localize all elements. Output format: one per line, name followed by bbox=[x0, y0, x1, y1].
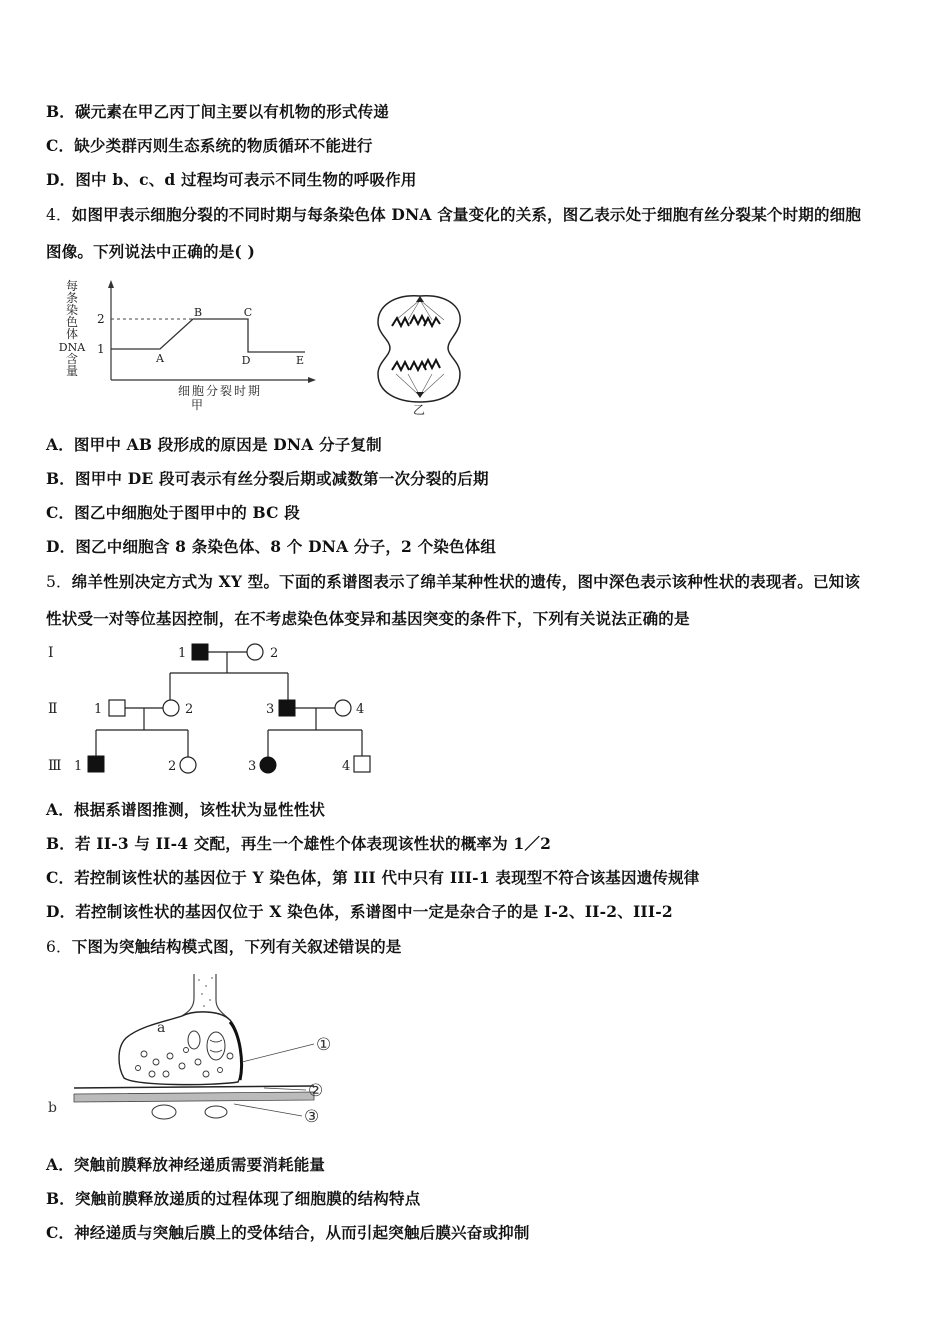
jia-point-d: D bbox=[241, 354, 251, 367]
q4-figure-yi bbox=[366, 290, 476, 420]
pedigree-I-1-affected-male bbox=[192, 644, 208, 660]
jia-ylabel bbox=[59, 278, 86, 378]
jia-ylabel-char: DNA bbox=[58, 341, 86, 354]
q4-option-c: C．图乙中细胞处于图甲中的 BC 段 bbox=[46, 503, 300, 522]
jia-xlabel: 细胞分裂时期 bbox=[177, 384, 263, 398]
jia-point-c: C bbox=[243, 306, 253, 319]
pedigree-II-4-female bbox=[335, 700, 351, 716]
jia-y-arrow bbox=[108, 280, 114, 288]
q4-option-a: A．图甲中 AB 段形成的原因是 DNA 分子复制 bbox=[46, 435, 382, 454]
pedigree-III-1-affected-male bbox=[88, 756, 104, 772]
jia-tick-1: 1 bbox=[97, 342, 105, 356]
jia-ylabel-char: 量 bbox=[65, 364, 79, 378]
jia-ylabel-char: 染 bbox=[65, 303, 79, 317]
jia-ylabel-char: 体 bbox=[65, 327, 79, 341]
pedigree-II-2-female bbox=[163, 700, 179, 716]
mitochondrion-icon bbox=[152, 1105, 176, 1119]
pedigree-label: 2 bbox=[185, 702, 194, 717]
q5-number: 5． bbox=[46, 573, 72, 591]
jia-caption: 甲 bbox=[190, 398, 204, 412]
synapse-callout-3: ③ bbox=[304, 1107, 320, 1127]
pedigree-II-3-affected-male bbox=[279, 700, 295, 716]
jia-ylabel-char: 条 bbox=[65, 291, 79, 305]
q3-option-d: D．图中 b、c、d 过程均可表示不同生物的呼吸作用 bbox=[46, 170, 417, 189]
pedigree-label: 4 bbox=[342, 759, 351, 774]
q6-number: 6． bbox=[46, 938, 72, 956]
q4-option-d: D．图乙中细胞含 8 条染色体、8 个 DNA 分子，2 个染色体组 bbox=[46, 537, 497, 556]
mitochondrion-icon bbox=[205, 1106, 227, 1118]
synapse-postsynaptic-membrane bbox=[74, 1086, 314, 1088]
q3-option-c: C．缺少类群丙则生态系统的物质循环不能进行 bbox=[46, 136, 373, 155]
jia-ylabel-char: 每 bbox=[65, 279, 79, 293]
q6-stem-text: 下图为突触结构模式图，下列有关叙述错误的是 bbox=[71, 937, 402, 956]
pedigree-II-1-male bbox=[109, 700, 125, 716]
yi-spindle bbox=[396, 300, 444, 396]
synapse-label-b: b bbox=[48, 1100, 57, 1116]
synapse-callout-1: ① bbox=[316, 1035, 332, 1055]
jia-tick-2: 2 bbox=[97, 312, 105, 326]
q6-option-c: C．神经递质与突触后膜上的受体结合，从而引起突触后膜兴奋或抑制 bbox=[46, 1223, 530, 1242]
jia-point-b: B bbox=[193, 306, 203, 319]
q4-stem-line1 bbox=[46, 205, 861, 225]
callout-leader bbox=[264, 1088, 306, 1090]
q6-option-a: A．突触前膜释放神经递质需要消耗能量 bbox=[46, 1155, 326, 1174]
q5-stem-line1 bbox=[46, 572, 860, 592]
yi-chromosomes bbox=[392, 316, 440, 370]
jia-curve bbox=[111, 319, 305, 352]
synapse-axon-texture bbox=[198, 977, 213, 1007]
pedigree-label: 1 bbox=[74, 759, 83, 774]
q5-pedigree bbox=[44, 638, 384, 780]
synapse-presynaptic-knob bbox=[119, 1012, 241, 1085]
synapse-postsynaptic-band bbox=[74, 1092, 314, 1102]
pedigree-III-3-affected-female bbox=[260, 757, 276, 773]
pedigree-III-2-female bbox=[180, 757, 196, 773]
yi-pole-top bbox=[416, 296, 424, 302]
jia-point-e: E bbox=[295, 354, 305, 367]
q4-stem-line2: 图像。下列说法中正确的是( ) bbox=[46, 242, 256, 261]
synapse-label-a: a bbox=[157, 1020, 166, 1036]
pedigree-I-2-female bbox=[247, 644, 263, 660]
q5-option-d: D．若控制该性状的基因仅位于 X 染色体，系谱图中一定是杂合子的是 I-2、II-2、III-2 bbox=[46, 902, 673, 921]
q6-stem-line bbox=[46, 937, 401, 957]
pedigree-label: 1 bbox=[94, 702, 103, 717]
yi-pole-bottom bbox=[416, 392, 424, 398]
q4-number: 4． bbox=[46, 206, 72, 224]
callout-leader bbox=[242, 1044, 314, 1062]
jia-ylabel-char: 色 bbox=[65, 315, 79, 329]
synapse-callout-2: ② bbox=[308, 1081, 324, 1101]
q4-stem-text: 如图甲表示细胞分裂的不同时期与每条染色体 DNA 含量变化的关系，图乙表示处于细胞有丝分裂某个时期的细胞 bbox=[71, 205, 862, 224]
q5-stem-text: 绵羊性别决定方式为 XY 型。下面的系谱图表示了绵羊某种性状的遗传，图中深色表示该种性状的表现者。已知该 bbox=[71, 572, 861, 591]
q4-option-b: B．图甲中 DE 段可表示有丝分裂后期或减数第一次分裂的后期 bbox=[46, 469, 489, 488]
q5-stem-line2: 性状受一对等位基因控制，在不考虑染色体变异和基因突变的条件下，下列有关说法正确的是 bbox=[46, 609, 690, 628]
q5-option-b: B．若 II-3 与 II-4 交配，再生一个雄性个体表现该性状的概率为 1／2 bbox=[46, 834, 552, 853]
pedigree-label: 2 bbox=[168, 759, 177, 774]
q5-option-a: A．根据系谱图推测，该性状为显性性状 bbox=[46, 800, 326, 819]
jia-x-arrow bbox=[308, 377, 316, 383]
pedigree-label: 2 bbox=[270, 646, 279, 661]
pedigree-III-4-male bbox=[354, 756, 370, 772]
q6-option-b: B．突触前膜释放递质的过程体现了细胞膜的结构特点 bbox=[46, 1189, 421, 1208]
pedigree-label: 3 bbox=[266, 702, 275, 717]
pedigree-label: 1 bbox=[178, 646, 187, 661]
pedigree-label: 3 bbox=[248, 759, 257, 774]
q5-option-c: C．若控制该性状的基因位于 Y 染色体，第 III 代中只有 III-1 表现型不符合该基因遗传规律 bbox=[46, 868, 700, 887]
q4-figure-jia bbox=[50, 276, 320, 416]
callout-leader bbox=[234, 1104, 302, 1116]
yi-cell-membrane bbox=[378, 296, 460, 402]
jia-ylabel-char: 含 bbox=[65, 352, 79, 366]
q6-synapse-figure bbox=[44, 970, 344, 1132]
yi-caption: 乙 bbox=[412, 403, 426, 417]
pedigree-lines bbox=[96, 652, 365, 757]
pedigree-gen-3: Ⅲ bbox=[48, 758, 62, 774]
jia-point-a: A bbox=[156, 352, 164, 365]
pedigree-gen-1: Ⅰ bbox=[48, 645, 54, 661]
pedigree-gen-2: Ⅱ bbox=[48, 701, 58, 717]
q3-option-b: B．碳元素在甲乙丙丁间主要以有机物的形式传递 bbox=[46, 102, 390, 121]
pedigree-label: 4 bbox=[356, 702, 365, 717]
